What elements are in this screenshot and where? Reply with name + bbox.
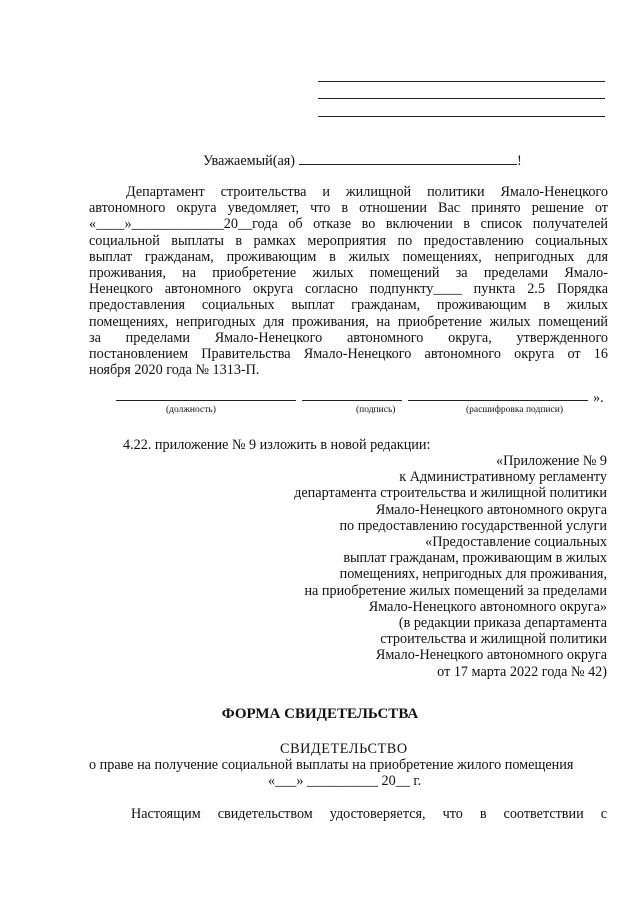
certificate-date-line[interactable]: «___» __________ 20__ г. — [268, 773, 422, 789]
position-signature-line[interactable] — [116, 400, 296, 401]
notice-line: автономного округа уведомляет, что в отношении Вас принято решение от — [89, 200, 608, 217]
appendix-header-line: Ямало-Ненецкого автономного округа — [375, 647, 607, 664]
greeting — [203, 152, 522, 169]
decode-signature-line[interactable] — [408, 400, 588, 401]
decode-label: (расшифровка подписи) — [466, 405, 563, 415]
appendix-header-line: помещениях, непригодных для проживания, — [339, 566, 607, 583]
address-line-1[interactable] — [318, 81, 605, 82]
form-title: ФОРМА СВИДЕТЕЛЬСТВА — [221, 706, 419, 722]
sign-signature-line[interactable] — [302, 400, 402, 401]
sign-label: (подпись) — [356, 405, 396, 415]
notice-line: ноября 2020 года № 1313-П. — [89, 362, 260, 379]
appendix-header-line: строительства и жилищной политики — [380, 631, 607, 648]
notice-line: Департамент строительства и жилищной политики Ямало-Ненецкого — [126, 184, 608, 200]
appendix-header-line: к Административному регламенту — [399, 469, 607, 486]
certificate-body-line: Настоящим свидетельством удостоверяется, что в соответствии с — [131, 806, 607, 822]
notice-line: выплат гражданам, проживающим в жилых помещениях, непригодных для — [89, 248, 608, 265]
notice-line: Ненецкого автономного округа согласно подпункту____ пункта 2.5 Порядка — [89, 281, 608, 298]
notice-line: за пределами Ямало-Ненецкого автономного округа, утвержденного — [89, 329, 608, 346]
notice-line: помещениях, непригодных для проживания, на приобретение жилых помещений — [89, 313, 608, 330]
notice-line: проживания, на приобретение жилых помещений за пределами Ямало- — [89, 265, 608, 282]
address-line-2[interactable] — [318, 98, 605, 99]
appendix-header-line: департамента строительства и жилищной политики — [294, 485, 607, 502]
appendix-header — [294, 453, 607, 680]
amendment-item: 4.22. приложение № 9 изложить в новой редакции: — [123, 437, 431, 453]
appendix-header-line: по предоставлению государственной услуги — [339, 517, 607, 534]
appendix-header-line: на приобретение жилых помещений за пределами — [304, 582, 607, 599]
notice-line: предоставления социальных выплат гражданам, проживающим в жилых — [89, 297, 608, 314]
appendix-header-line: Ямало-Ненецкого автономного округа» — [368, 598, 607, 615]
appendix-header-line: от 17 марта 2022 года № 42) — [437, 663, 607, 680]
appendix-header-line: Ямало-Ненецкого автономного округа — [375, 501, 607, 518]
address-line-3[interactable] — [318, 116, 605, 117]
notice-line: постановлением Правительства Ямало-Ненецкого автономного округа от 16 — [89, 346, 608, 363]
greeting-suffix: ! — [517, 153, 522, 169]
certificate-subtitle: о праве на получение социальной выплаты на приобретение жилого помещения — [89, 757, 574, 773]
notice-paragraph — [89, 184, 608, 378]
position-label: (должность) — [166, 405, 216, 415]
recipient-name-field[interactable] — [299, 152, 517, 165]
notice-line: «____»_____________20__года об отказе во включении в список получателей — [89, 216, 608, 233]
appendix-header-line: «Приложение № 9 — [496, 453, 607, 469]
appendix-header-line: выплат гражданам, проживающим в жилых — [343, 550, 607, 567]
signature-row — [116, 392, 616, 422]
certificate-title: СВИДЕТЕЛЬСТВО — [280, 741, 408, 757]
notice-line: социальной выплаты в рамках мероприятия по предоставлению социальных — [89, 232, 608, 249]
greeting-prefix: Уважаемый(ая) — [203, 153, 296, 169]
appendix-header-line: «Предоставление социальных — [425, 534, 607, 551]
signature-closing: ». — [593, 390, 604, 406]
appendix-header-line: (в редакции приказа департамента — [398, 615, 607, 632]
